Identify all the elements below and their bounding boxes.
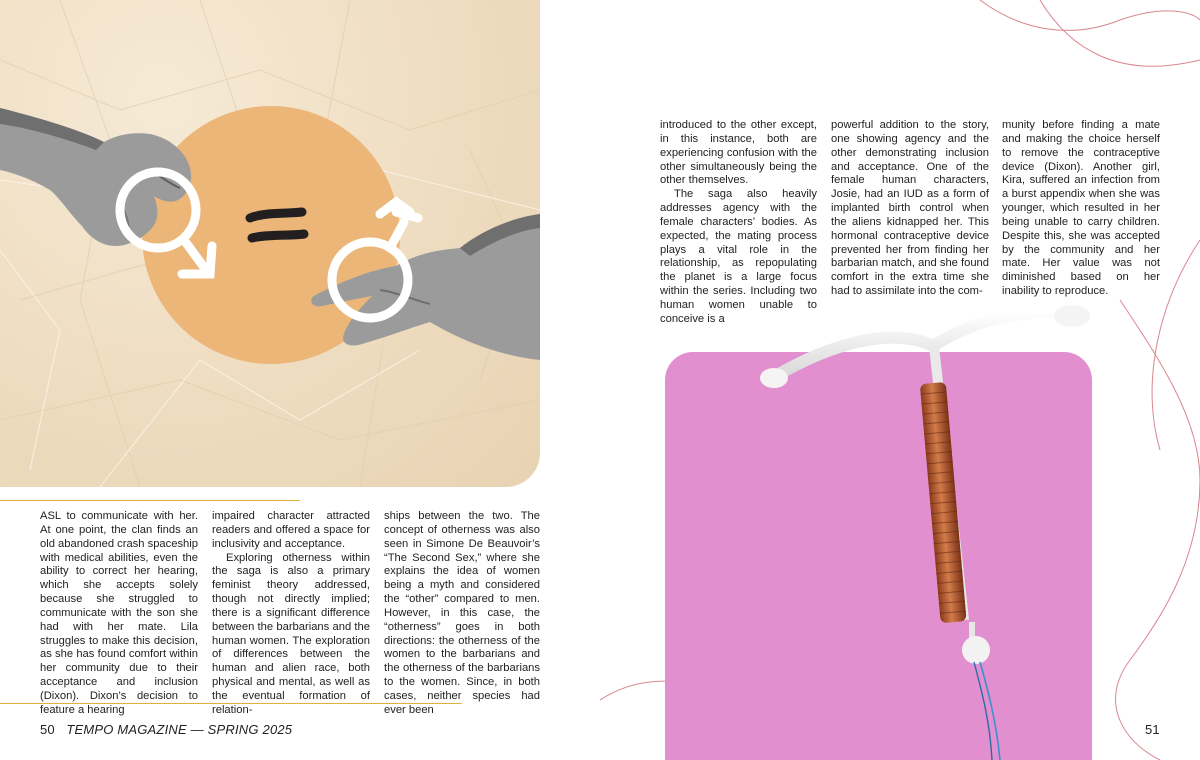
paragraph: powerful addition to the story, one showing agency and the other demonstrating inclusion and acceptance. One of the female human characters, Josie, had an IUD as a form of implanted birth control when the aliens kidnapped her. This hormonal contraceptive device prevented her from finding her barbarian match, and she found comfort in the extra time she had to assimilate into the com- [831, 119, 989, 298]
article-column-2 [212, 510, 370, 718]
paragraph: The saga also heavily addresses agency with the female characters’ bodies. As expected, the mating process plays a vital role in the relationship, as repopulating the planet is a large focus within the series. Including two human women unable to conceive is a [660, 188, 817, 325]
paragraph: Exploring otherness within the saga is also a primary feminist theory addressed, though not directly implied; there is a significant difference between the barbarians and the human women. The exploration of differences between the human and alien race, both physical and mental, as well as the eventual formation of relation- [212, 551, 370, 716]
feature-illustration [0, 0, 540, 487]
page-number: 50 [40, 722, 55, 737]
top-rule [0, 500, 300, 501]
article-column-1 [40, 510, 198, 718]
paragraph: ASL to communicate with her. At one point, the clan finds an old abandoned crash spaceship with medical abilities, even the ability to correct her hearing, which she accepts solely because she struggled to communicate with the son she had with her mate. Lila struggles to make this decision, as she has found comfort within her community due to their acceptance and inclusion (Dixon). Dixon’s decision to feature a hearing [40, 510, 198, 716]
page-number: 51 [1145, 722, 1160, 737]
paragraph: munity before finding a mate and making the choice herself to remove the contraceptive device (Dixon). Another girl, Kira, suffered an infection from a burst appendix when she was younger, which resulted in her being unable to carry children. Despite this, she was accepted by the community and her mate. Her value was not diminished based on her inability to reproduce. [1002, 119, 1160, 298]
paragraph: impaired character attracted readers and offered a space for inclusivity and acceptance. [212, 510, 370, 550]
paragraph: ships between the two. The concept of otherness was also seen in Simone De Beauvoir’s “The Second Sex,” where she explains the idea of women being a myth and considered the “other” compared to men. However, in this case, the “otherness” goes in both directions: the otherness of the women to the barbarians and the otherness of the barbarians to the women. Since, in both cases, neither species had ever been [384, 510, 540, 716]
iud-device-illustration [600, 0, 1200, 760]
hands-collage-illustration [0, 0, 540, 487]
paragraph: introduced to the other except, in this instance, both are experiencing confusion with the other simultaneously being the other themselves. [660, 119, 817, 187]
article-column-3 [384, 510, 540, 718]
page-footer [1145, 722, 1160, 737]
magazine-title: TEMPO MAGAZINE — SPRING 2025 [66, 722, 293, 737]
page-footer [40, 722, 292, 737]
right-page [600, 0, 1200, 760]
